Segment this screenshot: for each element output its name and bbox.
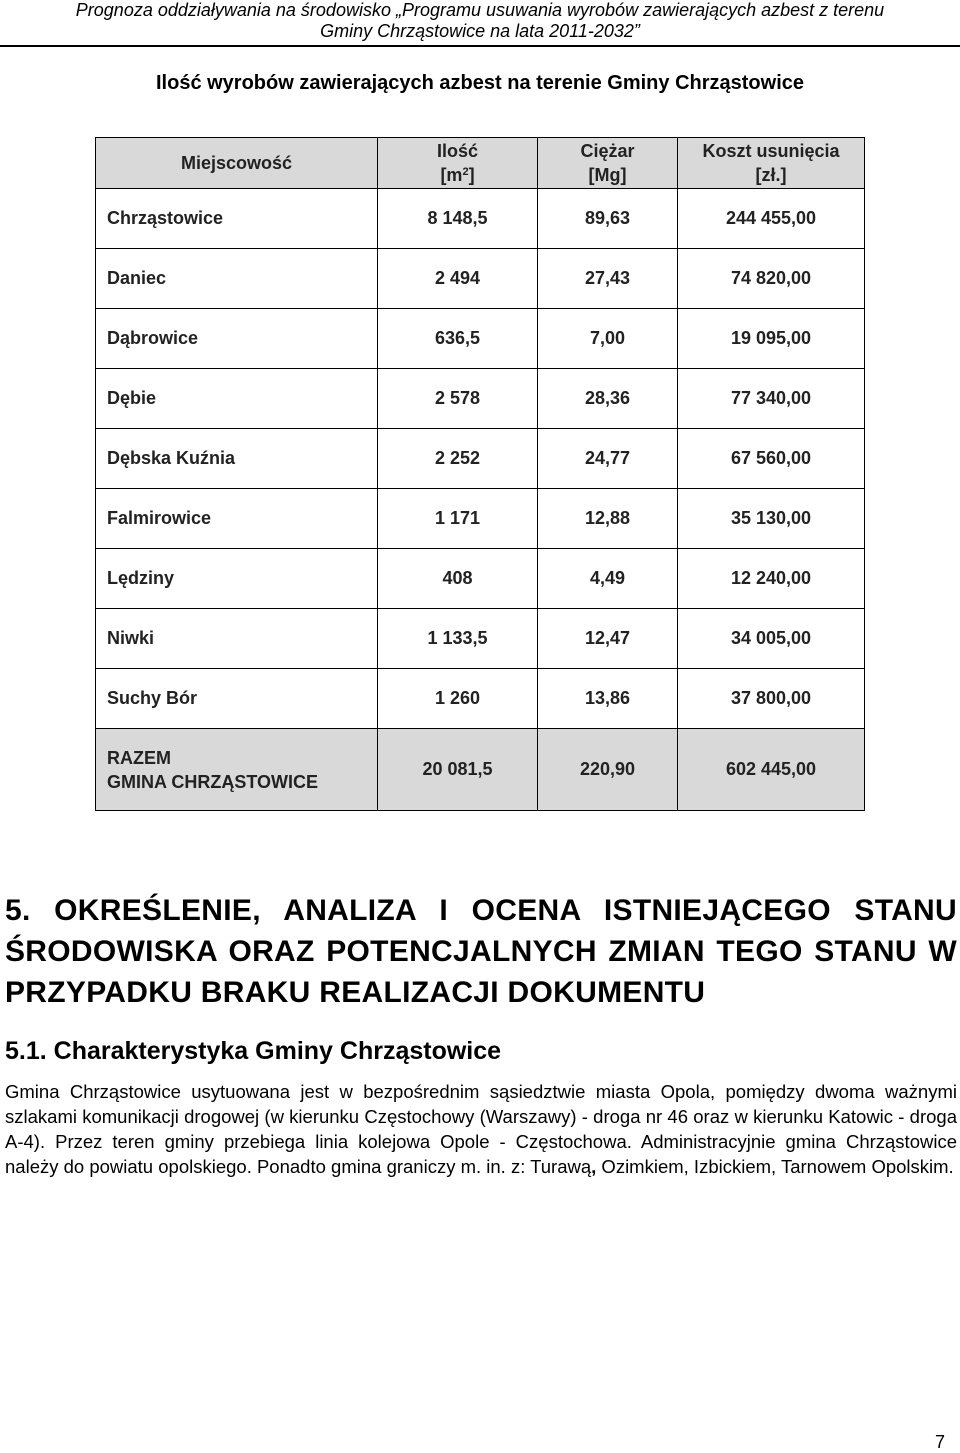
cell-location: Chrząstowice [96, 189, 378, 249]
table-row [96, 369, 865, 429]
table-row [96, 609, 865, 669]
cell-location: Lędziny [96, 549, 378, 609]
cell-amount: 1 171 [378, 489, 538, 549]
cell-location: Niwki [96, 609, 378, 669]
total-weight: 220,90 [538, 729, 678, 811]
cell-cost: 244 455,00 [678, 189, 865, 249]
section-heading: 5. OKREŚLENIE, ANALIZA I OCENA ISTNIEJĄCEGO STANU ŚRODOWISKA ORAZ POTENCJALNYCH ZMIAN TEGO STANU W PRZYPADKU BRAKU REALIZACJI DOKUMENTU [5, 894, 957, 1009]
table-row [96, 549, 865, 609]
table-row [96, 189, 865, 249]
cell-cost: 67 560,00 [678, 429, 865, 489]
cell-weight: 24,77 [538, 429, 678, 489]
cell-weight: 89,63 [538, 189, 678, 249]
header-amount: Ilość $[m^2]$ [378, 138, 538, 189]
cell-location: Dąbrowice [96, 309, 378, 369]
cell-amount: 2 252 [378, 429, 538, 489]
total-amount: 20 081,5 [378, 729, 538, 811]
cell-cost: 19 095,00 [678, 309, 865, 369]
cell-weight: 13,86 [538, 669, 678, 729]
table-row [96, 489, 865, 549]
header-weight: Ciężar [Mg] [538, 138, 678, 189]
cell-cost: 12 240,00 [678, 549, 865, 609]
cell-location: Suchy Bór [96, 669, 378, 729]
cell-weight: 7,00 [538, 309, 678, 369]
cell-cost: 34 005,00 [678, 609, 865, 669]
cell-cost: 37 800,00 [678, 669, 865, 729]
body-paragraph: Gmina Chrząstowice usytuowana jest w bezpośrednim sąsiedztwie miasta Opola, pomiędzy dwoma ważnymi szlakami komunikacji drogowej (w kierunku Częstochowy (Warszawy) - droga nr 46 oraz w kierunku Katowic - droga A-4). Przez teren gminy przebiega linia kolejowa Opole - Częstochowa. Administracyjnie gmina Chrząstowice należy do powiatu opolskiego. Ponadto gmina graniczy m. in. z: Turawą, Ozimkiem, Izbickiem, Tarnowem Opolskim. [5, 1081, 957, 1177]
page-number: 7 [935, 1432, 946, 1452]
table-row [96, 429, 865, 489]
cell-location: Dębie [96, 369, 378, 429]
cell-amount: 408 [378, 549, 538, 609]
table-caption: Ilość wyrobów zawierających azbest na terenie Gminy Chrząstowice [155, 72, 804, 94]
cell-weight: 12,47 [538, 609, 678, 669]
cell-amount: 2 494 [378, 249, 538, 309]
asbestos-table [95, 137, 865, 811]
cell-weight: 28,36 [538, 369, 678, 429]
subsection-heading: 5.1. Charakterystyka Gminy Chrząstowice [5, 1037, 502, 1065]
cell-location: Falmirowice [96, 489, 378, 549]
total-label: RAZEM GMINA CHRZĄSTOWICE [96, 729, 378, 811]
table-row [96, 669, 865, 729]
running-header-line-1: Prognoza oddziaływania na środowisko „Programu usuwania wyrobów zawierających azbest z terenu [75, 0, 885, 20]
cell-location: Dębska Kuźnia [96, 429, 378, 489]
cell-amount: 1 133,5 [378, 609, 538, 669]
cell-cost: 35 130,00 [678, 489, 865, 549]
table-row [96, 309, 865, 369]
header-cost: Koszt usunięcia [zł.] [678, 138, 865, 189]
cell-amount: 636,5 [378, 309, 538, 369]
cell-weight: 12,88 [538, 489, 678, 549]
cell-amount: 2 578 [378, 369, 538, 429]
running-header [0, 0, 960, 46]
cell-location: Daniec [96, 249, 378, 309]
cell-weight: 27,43 [538, 249, 678, 309]
cell-cost: 77 340,00 [678, 369, 865, 429]
header-rule [0, 45, 960, 47]
cell-amount: 1 260 [378, 669, 538, 729]
table-row [96, 249, 865, 309]
table-header-row [96, 138, 865, 189]
header-location: Miejscowość [96, 138, 378, 189]
total-cost: 602 445,00 [678, 729, 865, 811]
table-total-row [96, 729, 865, 811]
running-header-line-2: Gminy Chrząstowice na lata 2011-2032” [320, 21, 640, 41]
cell-weight: 4,49 [538, 549, 678, 609]
cell-amount: 8 148,5 [378, 189, 538, 249]
cell-cost: 74 820,00 [678, 249, 865, 309]
